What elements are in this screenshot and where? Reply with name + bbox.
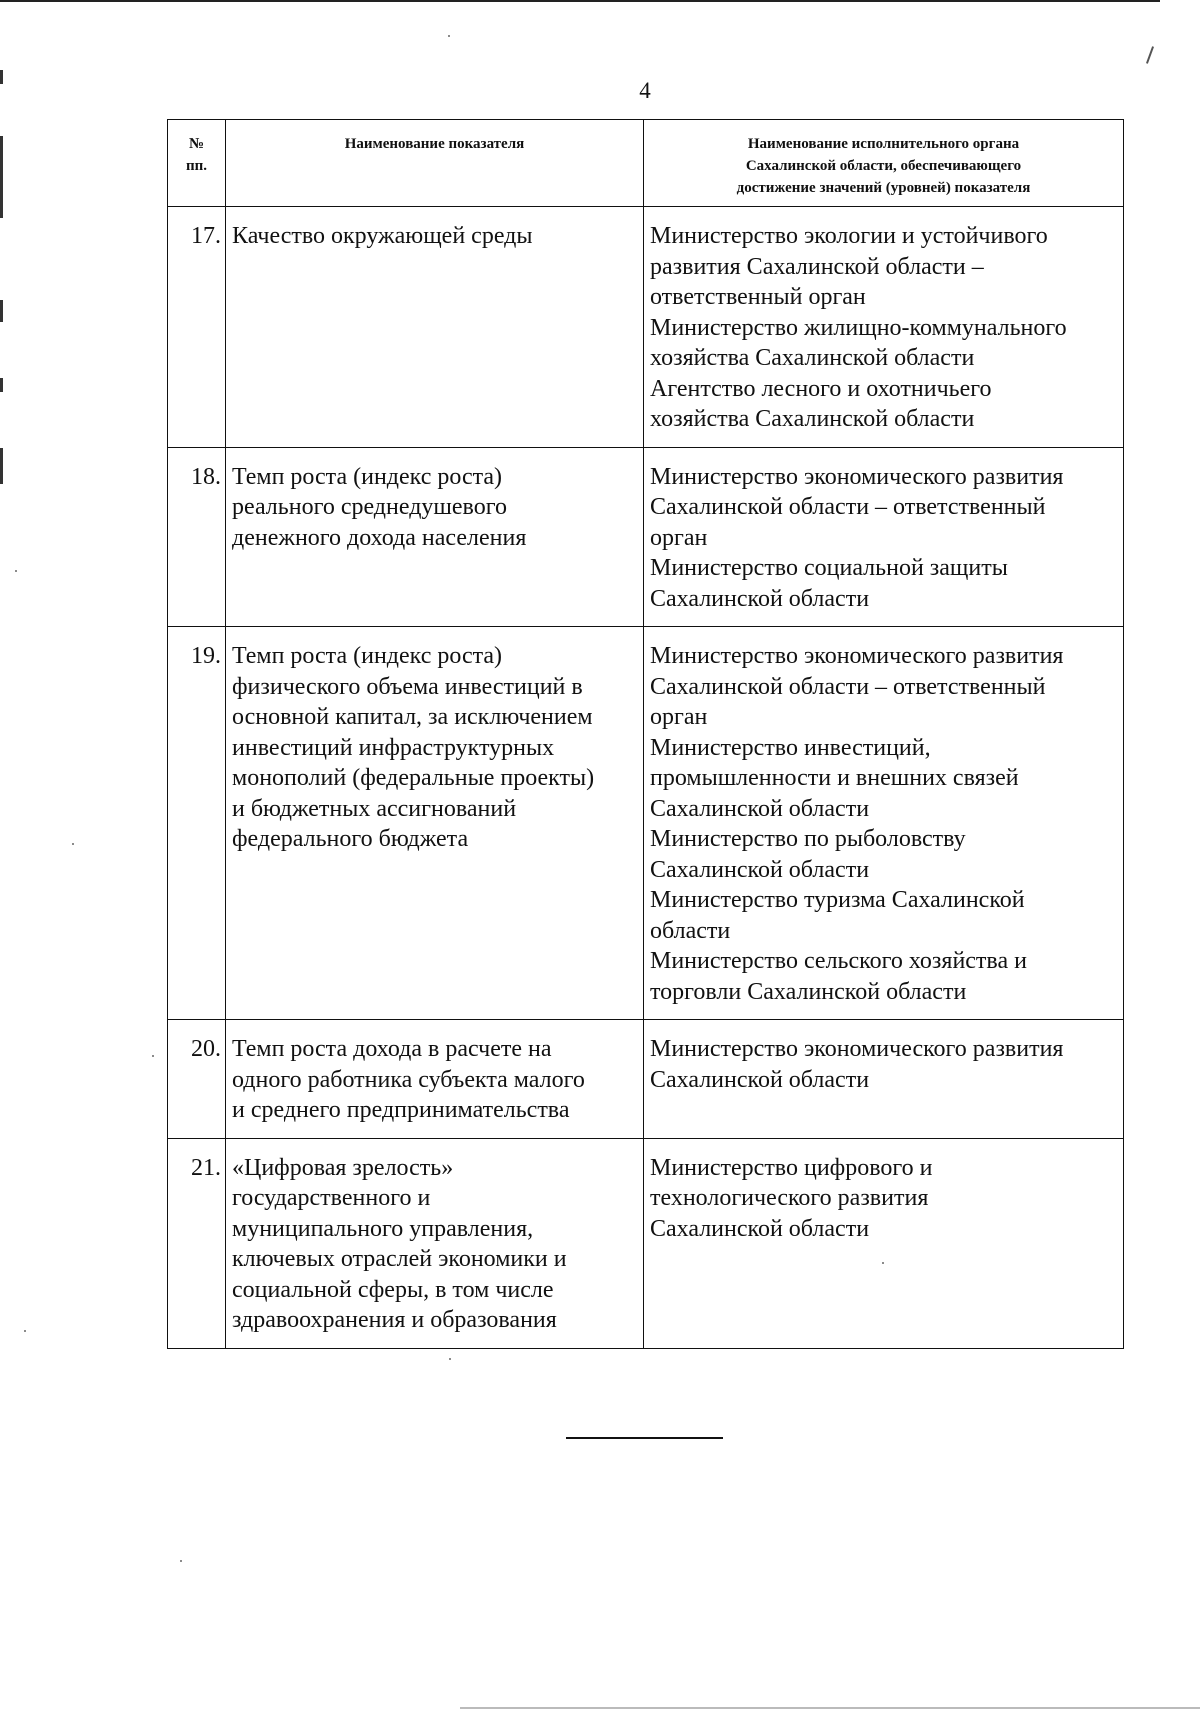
executive-body-line: хозяйства Сахалинской области (650, 406, 975, 432)
scan-edge-line (460, 1707, 1200, 1709)
scan-margin-mark (0, 448, 3, 484)
indicator-name-line: реального среднедушевого (232, 494, 507, 520)
header-executive-body: Наименование исполнительного органа Сахалинской области, обеспечивающего достижение значений (уровней) показателя (644, 120, 1124, 207)
executive-body-cell (644, 207, 1124, 448)
indicator-name-line: «Цифровая зрелость» (232, 1154, 454, 1181)
header-indicator-name: Наименование показателя (226, 120, 644, 207)
indicator-name-line: здравоохранения и образования (232, 1307, 557, 1333)
indicator-name-cell (226, 627, 644, 1020)
executive-body-line: Министерство экологии и устойчивого (650, 223, 1048, 249)
page-number: 4 (639, 78, 651, 103)
scan-margin-mark (0, 300, 3, 322)
table-row (168, 1138, 1124, 1348)
indicator-name-line: физического объема инвестиций в (232, 673, 583, 700)
executive-body-line: орган (650, 524, 708, 551)
executive-body-line: Агентство лесного и охотничьего (650, 375, 992, 402)
indicator-name-line: и бюджетных ассигнований (232, 795, 517, 822)
row-number: 19. (168, 627, 226, 1020)
indicator-name-line: социальной сферы, в том числе (232, 1276, 554, 1303)
table-row (168, 1020, 1124, 1139)
executive-body-cell (644, 1138, 1124, 1348)
scan-speck (152, 1055, 154, 1057)
indicator-name-line: Качество окружающей среды (232, 223, 533, 249)
indicator-name-cell (226, 1020, 644, 1139)
executive-body-cell (644, 627, 1124, 1020)
scan-speck (15, 570, 17, 572)
executive-body-line: ответственный орган (650, 284, 866, 310)
executive-body-line: области (650, 917, 731, 944)
table-row (168, 207, 1124, 448)
indicator-name-line: основной капитал, за исключением (232, 704, 593, 730)
executive-body-line: Министерство жилищно-коммунального (650, 314, 1067, 341)
row-number: 20. (168, 1020, 226, 1139)
row-number: 21. (168, 1138, 226, 1348)
indicator-name-cell (226, 447, 644, 627)
executive-body-line: промышленности и внешних связей (650, 765, 1019, 791)
indicator-name-line: и среднего предпринимательства (232, 1097, 570, 1123)
scan-speck (72, 843, 74, 845)
executive-body-line: Министерство по рыболовству (650, 826, 966, 852)
scan-speck (882, 1262, 884, 1264)
indicator-name-line: Темп роста (индекс роста) (232, 463, 503, 490)
indicator-name-line: одного работника субъекта малого (232, 1066, 585, 1093)
indicator-name-line: Темп роста (индекс роста) (232, 643, 503, 669)
executive-body-line: развития Сахалинской области – (650, 253, 984, 280)
table-header-row (168, 120, 1124, 207)
indicator-name-line: государственного и (232, 1185, 431, 1211)
scan-corner-mark (1146, 46, 1154, 64)
indicator-name-line: федерального бюджета (232, 826, 469, 852)
executive-body-line: Министерство инвестиций, (650, 734, 931, 761)
indicator-name-line: монополий (федеральные проекты) (232, 765, 595, 791)
table-row (168, 447, 1124, 627)
scan-speck (180, 1560, 182, 1562)
indicator-name-line: инвестиций инфраструктурных (232, 734, 555, 761)
executive-body-line: Сахалинской области (650, 795, 870, 822)
executive-body-line: Министерство экономического развития (650, 1036, 1064, 1062)
executive-body-line: Министерство экономического развития (650, 463, 1064, 490)
indicator-name-line: Темп роста дохода в расчете на (232, 1036, 552, 1062)
indicator-name-cell (226, 207, 644, 448)
scan-margin-mark (0, 70, 3, 84)
table-row (168, 627, 1124, 1020)
scan-edge-line (0, 0, 1160, 2)
executive-body-line: Сахалинской области (650, 585, 870, 612)
executive-body-line: Сахалинской области (650, 1215, 870, 1242)
indicator-name-line: денежного дохода населения (232, 524, 527, 551)
scan-speck (24, 1330, 26, 1332)
indicators-table (167, 119, 1124, 1349)
executive-body-line: Сахалинской области – ответственный (650, 673, 1046, 700)
scan-margin-mark (0, 136, 3, 218)
indicator-name-cell (226, 1138, 644, 1348)
executive-body-line: Сахалинской области (650, 856, 870, 883)
executive-body-line: технологического развития (650, 1185, 929, 1211)
executive-body-line: Министерство сельского хозяйства и (650, 948, 1027, 974)
executive-body-line: Сахалинской области – ответственный (650, 494, 1046, 520)
indicator-name-line: ключевых отраслей экономики и (232, 1246, 567, 1272)
executive-body-line: Министерство экономического развития (650, 643, 1064, 669)
executive-body-line: Министерство социальной защиты (650, 555, 1008, 581)
scan-speck (448, 35, 450, 37)
row-number: 17. (168, 207, 226, 448)
scan-margin-mark (0, 378, 3, 392)
end-of-document-rule (566, 1437, 723, 1439)
row-number: 18. (168, 447, 226, 627)
executive-body-cell (644, 447, 1124, 627)
executive-body-line: Министерство цифрового и (650, 1154, 933, 1181)
scan-speck (449, 1358, 451, 1360)
indicator-name-line: муниципального управления, (232, 1215, 534, 1242)
header-number: № пп. (168, 120, 226, 207)
executive-body-line: хозяйства Сахалинской области (650, 345, 975, 371)
table-body (168, 207, 1124, 1349)
executive-body-cell (644, 1020, 1124, 1139)
executive-body-line: Сахалинской области (650, 1066, 870, 1093)
executive-body-line: торговли Сахалинской области (650, 978, 967, 1005)
executive-body-line: орган (650, 704, 708, 730)
executive-body-line: Министерство туризма Сахалинской (650, 887, 1025, 913)
